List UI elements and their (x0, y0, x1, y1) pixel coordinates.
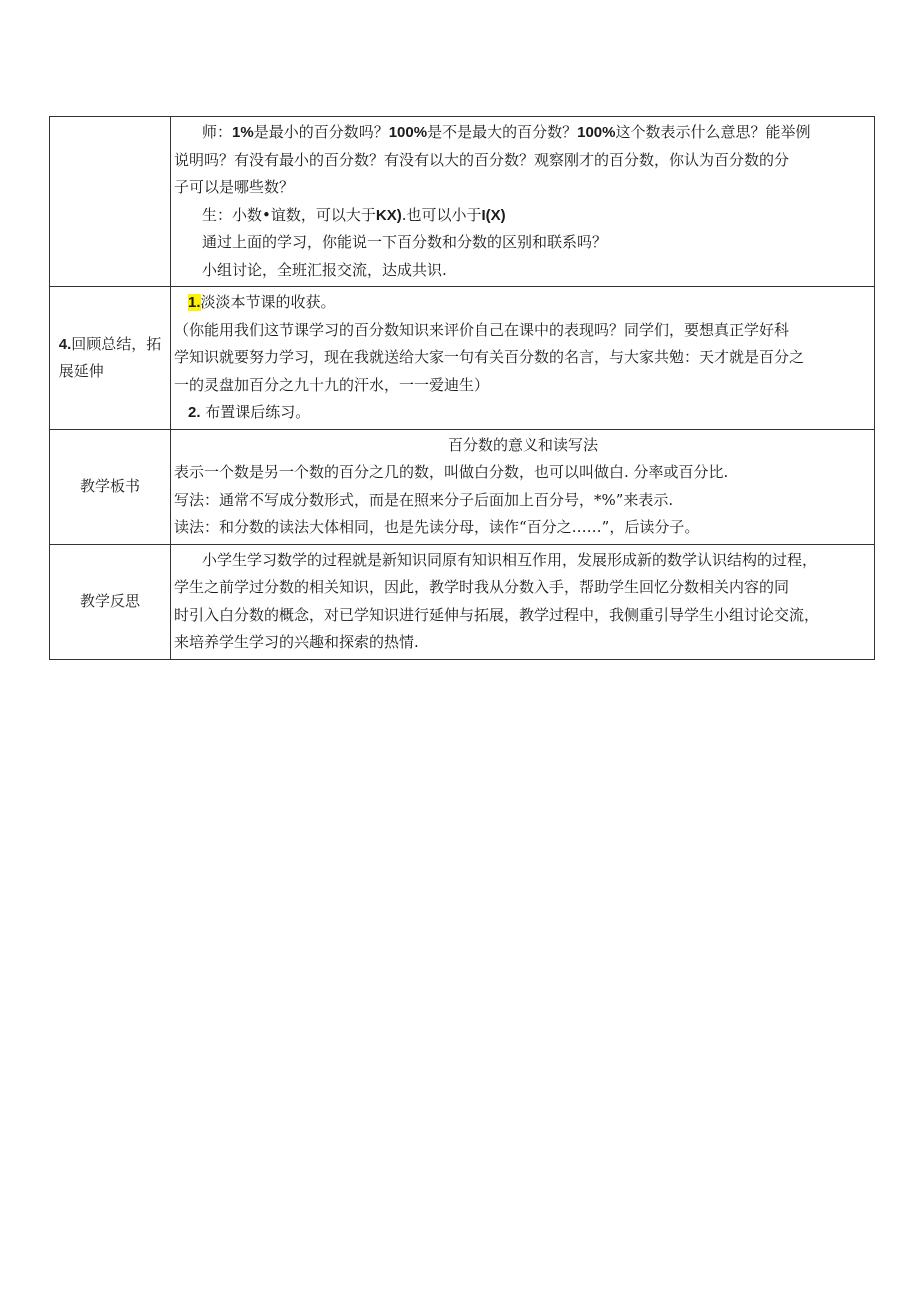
text-run: 淡淡本节课的收获。 (200, 293, 336, 311)
board-heading: 百分数的意义和读写法 (447, 435, 598, 454)
table-row-discussion (50, 117, 875, 287)
text-line (174, 119, 872, 147)
text-run: 子可以是哪些数？ (174, 178, 295, 196)
text-line (174, 202, 872, 230)
lesson-plan-table (49, 116, 875, 660)
text-run: I(X) (481, 206, 506, 224)
row-label-summary (50, 287, 171, 430)
board-lines (174, 459, 872, 542)
text-run: 读法：和分数的读法大体相同，也是先读分母，读作“百分之……”，后读分子。 (174, 518, 700, 536)
text-run: 来培养学生学习的兴趣和探索的热情. (174, 633, 419, 651)
row-label-empty (50, 117, 171, 287)
text-line (174, 574, 872, 602)
text-run: 通过上面的学习，你能说一下百分数和分数的区别和联系吗？ (202, 233, 608, 251)
text-line (174, 602, 872, 630)
discussion-content (171, 117, 875, 287)
text-line (174, 459, 872, 487)
text-line (174, 372, 872, 400)
text-run: 学生之前学过分数的相关知识，因此，教学时我从分数入手，帮助学生回忆分数相关内容的同 (174, 578, 790, 596)
summary-content (171, 287, 875, 430)
text-run: 这个数表示什么意思？能举例 (615, 123, 811, 141)
row-label-reflection (50, 544, 171, 659)
text-run: 是最小的百分数吗？ (253, 123, 389, 141)
text-run: 100% (388, 124, 428, 141)
board-label: 教学板书 (79, 477, 140, 495)
text-line (174, 317, 872, 345)
text-run: 生：小数•谊数，可以大于 (202, 205, 376, 224)
text-run: 小学生学习数学的过程就是新知识同原有知识相互作用，发展形成新的数学认识结构的过程， (202, 550, 818, 569)
text-run: 写法：通常不写成分数形式，而是在照来分子后面加上百分号，*%”来表示. (174, 490, 674, 509)
text-line (174, 629, 872, 657)
text-line (174, 289, 872, 317)
text-line (174, 147, 872, 175)
text-line (174, 399, 872, 427)
row-label-board (50, 429, 171, 544)
text-run: 时引入白分数的概念，对已学知识进行延伸与拓展，教学过程中，我侧重引导学生小组讨论交流， (174, 605, 820, 624)
section-number: 4. (58, 335, 72, 353)
table-row-summary (50, 287, 875, 430)
text-line (174, 229, 872, 257)
highlighted-text: 1. (188, 294, 201, 311)
text-run: 学知识就要努力学习，现在我就送给大家一句有关百分数的名言，与大家共勉：天才就是百分之 (174, 348, 805, 366)
text-run: KX) (375, 206, 402, 224)
text-run: 是不是最大的百分数？ (427, 123, 578, 141)
text-run: 表示一个数是另一个数的百分之几的数，叫做白分数，也可以叫做白. 分率或百分比. (174, 463, 729, 481)
section-title-line1: 回顾总结，拓 (71, 334, 162, 353)
text-line (174, 487, 872, 515)
text-line (174, 174, 872, 202)
text-run: （你能用我们这节课学习的百分数知识来评价自己在课中的表现吗？同学们，要想真正学好科 (174, 320, 790, 339)
text-run: 100% (577, 124, 616, 141)
reflection-content (171, 544, 875, 659)
board-content (171, 429, 875, 544)
table-row-board (50, 429, 875, 544)
text-line (174, 514, 872, 542)
text-run: 师： (202, 123, 233, 141)
text-run: 说明吗？有没有最小的百分数？有没有以大的百分数？观察刚才的百分数，你认为百分数的分 (174, 150, 790, 169)
text-run: 一的灵盘加百分之九十九的汗水，一一爱迪生） (174, 375, 490, 394)
text-run: 1% (232, 124, 254, 141)
text-run: .也可以小于 (401, 205, 482, 224)
text-run: 小组讨论，全班汇报交流，达成共识. (202, 260, 447, 279)
text-line (174, 344, 872, 372)
text-run: 2. (188, 404, 201, 421)
text-line (174, 547, 872, 575)
table-row-reflection (50, 544, 875, 659)
reflection-label: 教学反思 (79, 592, 140, 610)
section-title-line2: 展延伸 (58, 361, 104, 380)
text-run: 布置课后练习。 (200, 403, 311, 421)
text-line (174, 257, 872, 285)
